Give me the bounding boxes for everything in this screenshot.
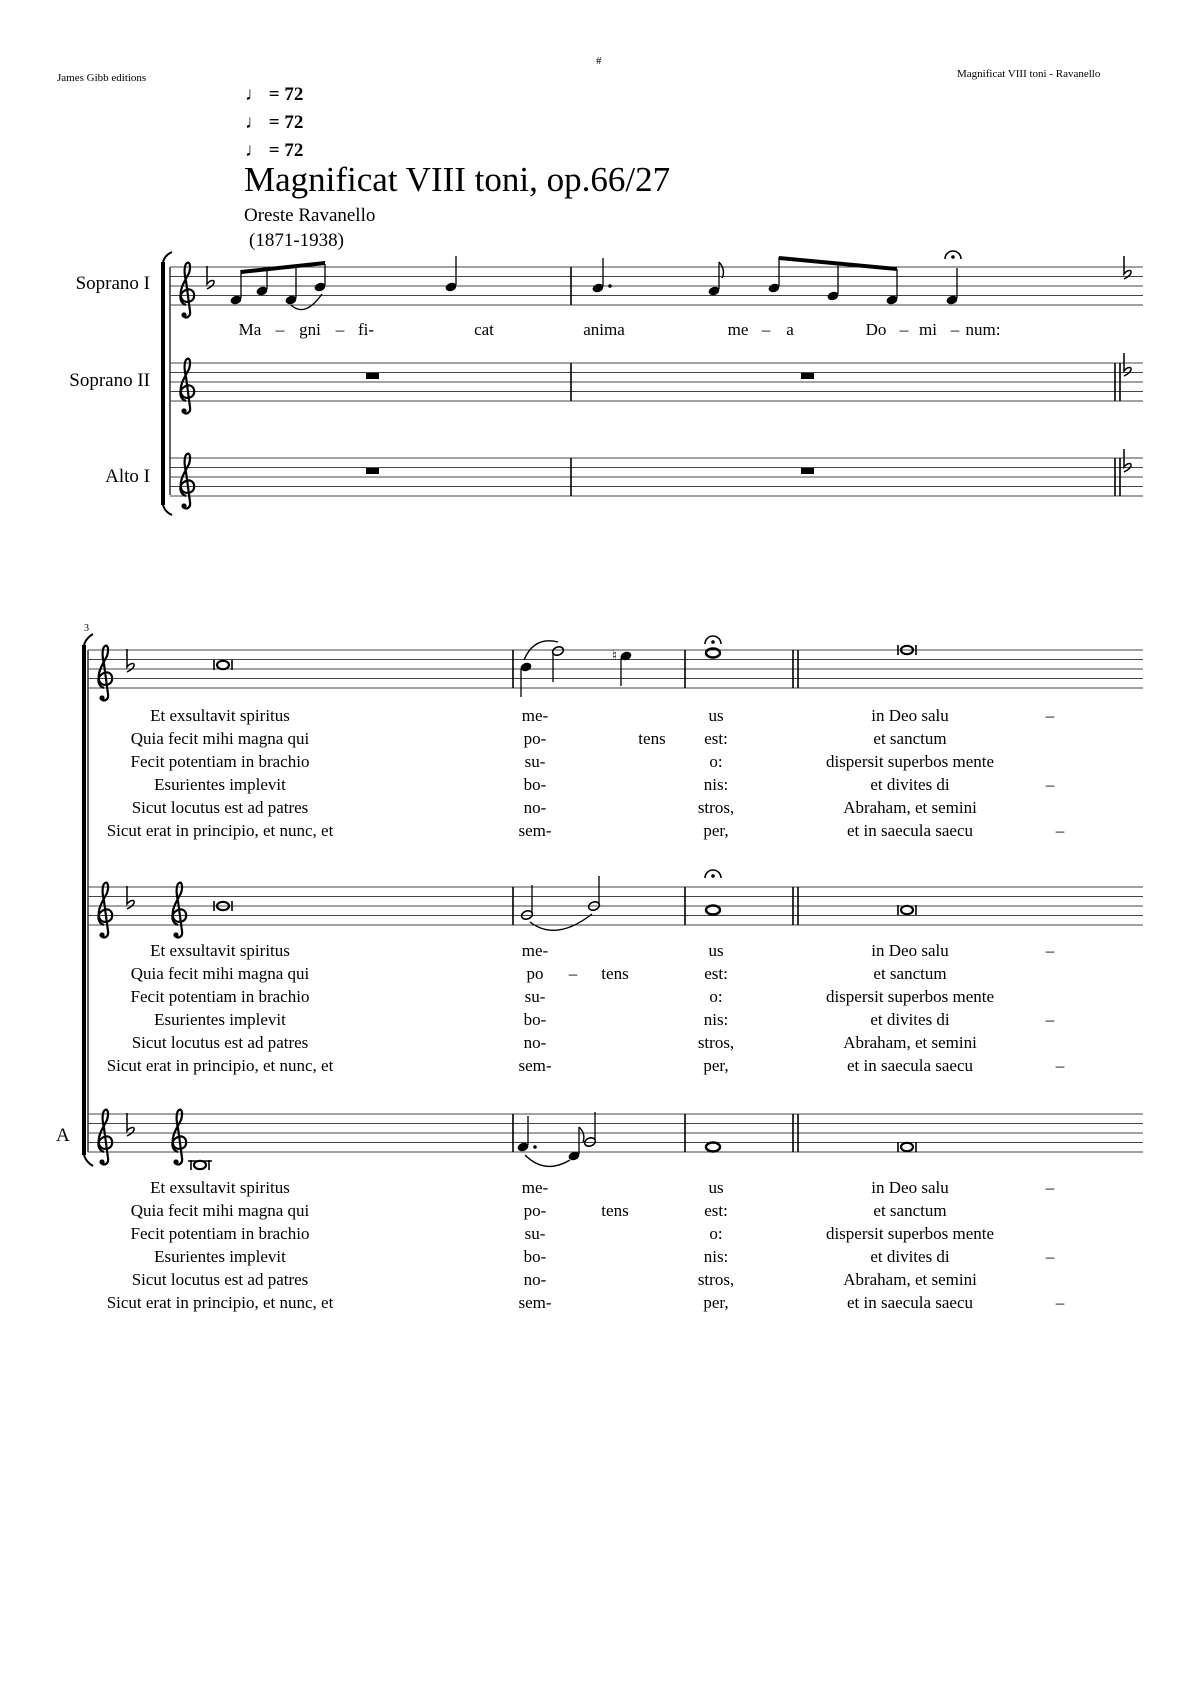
lyric-hyphen: – xyxy=(899,320,909,339)
verse-syllable: per, xyxy=(703,1293,729,1312)
verse-text: Sicut erat in principio, et nunc, et xyxy=(106,1293,334,1312)
lyric-syllable: me xyxy=(727,320,749,339)
staff-alto-1 xyxy=(170,449,1143,509)
quarter-note-icon: ♩ xyxy=(245,140,264,161)
verse-syllable: po xyxy=(526,964,544,983)
lyric-syllable: gni xyxy=(299,320,321,339)
verse-text: Fecit potentiam in brachio xyxy=(130,987,310,1006)
verse-syllable: us xyxy=(708,706,724,725)
lyric-syllable: a xyxy=(786,320,794,339)
verse-syllable: o: xyxy=(709,1224,723,1243)
verse-text: Sicut erat in principio, et nunc, et xyxy=(106,821,334,840)
verse-text: in Deo salu xyxy=(871,706,949,725)
staff-soprano-2 xyxy=(170,353,1143,414)
lyric-syllable: Do xyxy=(865,320,887,339)
fermata-icon xyxy=(705,636,721,644)
verse-text: dispersit superbos mente xyxy=(825,987,995,1006)
verse-syllable: est: xyxy=(704,964,728,983)
verse-syllable: o: xyxy=(709,987,723,1006)
header-publisher: James Gibb editions xyxy=(57,72,147,84)
verse-text: Esurientes implevit xyxy=(154,1247,286,1266)
verse-text: Quia fecit mihi magna qui xyxy=(130,964,310,983)
verse-text: et in saecula saecu xyxy=(846,821,974,840)
verse-syllable: per, xyxy=(703,1056,729,1075)
lyric-hyphen: – xyxy=(568,964,578,983)
natural-icon: ♮ xyxy=(612,648,618,664)
verse-syllable: po- xyxy=(523,1201,547,1220)
verse-text: in Deo salu xyxy=(871,1178,949,1197)
verse-text: Fecit potentiam in brachio xyxy=(130,752,310,771)
lyric-syllable: num: xyxy=(965,320,1001,339)
flat-icon xyxy=(1124,449,1131,472)
lyric-hyphen: – xyxy=(1045,1178,1055,1197)
verse-text: et sanctum xyxy=(873,1201,947,1220)
verse-syllable: su- xyxy=(524,752,546,771)
verse-syllable: me- xyxy=(521,706,549,725)
staff-soprano-2-system-2 xyxy=(88,870,1143,938)
verse-text: Sicut locutus est ad patres xyxy=(131,798,309,817)
lyric-hyphen: – xyxy=(335,320,345,339)
verse-syllable: sem- xyxy=(518,1056,552,1075)
system-1 xyxy=(161,251,1143,515)
verse-text: Et exsultavit spiritus xyxy=(150,706,290,725)
fermata-icon xyxy=(945,251,961,259)
lyric-hyphen: – xyxy=(1055,1293,1065,1312)
verse-text: in Deo salu xyxy=(871,941,949,960)
verse-syllable: o: xyxy=(709,752,723,771)
verse-syllable: me- xyxy=(521,1178,549,1197)
lyric-hyphen: – xyxy=(761,320,771,339)
verse-syllable: per, xyxy=(703,821,729,840)
quarter-note-icon: ♩ xyxy=(245,112,264,133)
verse-text: Sicut locutus est ad patres xyxy=(131,1033,309,1052)
verse-text: Et exsultavit spiritus xyxy=(150,941,290,960)
verse-text: et in saecula saecu xyxy=(846,1056,974,1075)
tempo-mark-3: ♩ = 72 xyxy=(245,140,304,161)
lyric-syllable: fi- xyxy=(357,320,375,339)
verse-text: Et exsultavit spiritus xyxy=(150,1178,290,1197)
staff-soprano-1 xyxy=(170,251,1143,318)
whole-rest-icon xyxy=(801,468,814,474)
lyric-hyphen: – xyxy=(275,320,285,339)
verse-text: Esurientes implevit xyxy=(154,775,286,794)
whole-rest-icon xyxy=(366,373,379,379)
lyric-hyphen: – xyxy=(1045,1010,1055,1029)
lyric-hyphen: – xyxy=(1055,1056,1065,1075)
fermata-icon xyxy=(705,870,721,878)
verse-syllable: nis: xyxy=(703,1247,729,1266)
part-name-soprano-1: Soprano I xyxy=(75,273,150,294)
treble-clef-icon xyxy=(180,454,194,509)
verse-syllable: us xyxy=(708,941,724,960)
verse-syllable: no- xyxy=(523,1033,547,1052)
treble-clef-icon xyxy=(172,883,186,938)
verse-text: et in saecula saecu xyxy=(846,1293,974,1312)
verse-syllable: nis: xyxy=(703,775,729,794)
tempo-mark-2: ♩ = 72 xyxy=(245,112,304,133)
verse-syllable: us xyxy=(708,1178,724,1197)
verse-syllable: sem- xyxy=(518,821,552,840)
lyric-syllable: Ma xyxy=(238,320,262,339)
page-title: Magnificat VIII toni, op.66/27 xyxy=(244,160,671,199)
verse-syllable: po- xyxy=(523,729,547,748)
verse-syllable: nis: xyxy=(703,1010,729,1029)
composer-dates: (1871-1938) xyxy=(249,230,344,251)
composer-name: Oreste Ravanello xyxy=(244,205,376,226)
verse-syllable: stros, xyxy=(697,798,735,817)
verse-text: Abraham, et semini xyxy=(843,1270,977,1289)
verse-syllable: no- xyxy=(523,1270,547,1289)
treble-clef-icon xyxy=(180,359,194,414)
verse-text: Quia fecit mihi magna qui xyxy=(130,729,310,748)
verse-syllable: su- xyxy=(524,1224,546,1243)
verse-text: Fecit potentiam in brachio xyxy=(130,1224,310,1243)
verse-syllable: stros, xyxy=(697,1270,735,1289)
verse-syllable: su- xyxy=(524,987,546,1006)
treble-clef-icon xyxy=(98,1110,112,1165)
measure-number: 3 xyxy=(84,623,89,634)
header-running-title: Magnificat VIII toni - Ravanello xyxy=(957,68,1101,80)
staff-soprano-1-system-2 xyxy=(88,636,1143,701)
verse-text: et divites di xyxy=(870,1247,950,1266)
verse-syllable: stros, xyxy=(697,1033,735,1052)
verse-text: Quia fecit mihi magna qui xyxy=(130,1201,310,1220)
treble-clef-icon xyxy=(172,1110,186,1165)
treble-clef-icon xyxy=(98,646,112,701)
verse-syllable: bo- xyxy=(523,775,547,794)
verse-text: et divites di xyxy=(870,1010,950,1029)
verse-text: et sanctum xyxy=(873,964,947,983)
quarter-note-icon: ♩ xyxy=(245,84,264,105)
verse-syllable: no- xyxy=(523,798,547,817)
lyric-hyphen: – xyxy=(1045,706,1055,725)
treble-clef-icon xyxy=(180,263,194,318)
verse-text: et sanctum xyxy=(873,729,947,748)
staff-alto-system-2 xyxy=(88,1110,1143,1170)
verse-text: Sicut erat in principio, et nunc, et xyxy=(106,1056,334,1075)
lyric-syllable: mi xyxy=(919,320,937,339)
verse-text: Esurientes implevit xyxy=(154,1010,286,1029)
lyric-syllable: anima xyxy=(583,320,625,339)
whole-rest-icon xyxy=(801,373,814,379)
lyric-hyphen: – xyxy=(950,320,960,339)
lyric-hyphen: – xyxy=(1055,821,1065,840)
treble-clef-icon xyxy=(98,883,112,938)
verse-text: Abraham, et semini xyxy=(843,798,977,817)
lyric-hyphen: – xyxy=(1045,1247,1055,1266)
verse-syllable: sem- xyxy=(518,1293,552,1312)
verse-syllable: est: xyxy=(704,729,728,748)
verse-text: Abraham, et semini xyxy=(843,1033,977,1052)
verse-syllable: est: xyxy=(704,1201,728,1220)
verse-text: dispersit superbos mente xyxy=(825,1224,995,1243)
verse-syllable: tens xyxy=(601,964,629,983)
verse-syllable: bo- xyxy=(523,1247,547,1266)
verse-syllable: tens xyxy=(638,729,666,748)
whole-rest-icon xyxy=(366,468,379,474)
lyric-hyphen: – xyxy=(1045,775,1055,794)
lyric-syllable: cat xyxy=(474,320,494,339)
verse-text: Sicut locutus est ad patres xyxy=(131,1270,309,1289)
verse-text: et divites di xyxy=(870,775,950,794)
verse-syllable: tens xyxy=(601,1201,629,1220)
verse-text: dispersit superbos mente xyxy=(825,752,995,771)
part-name-alto-1: Alto I xyxy=(105,466,150,487)
lyric-hyphen: – xyxy=(1045,941,1055,960)
part-name-soprano-2: Soprano II xyxy=(69,370,150,391)
part-name-alto-abbrev: A xyxy=(56,1125,70,1146)
verse-syllable: me- xyxy=(521,941,549,960)
header-page-marker: # xyxy=(596,55,602,67)
verse-syllable: bo- xyxy=(523,1010,547,1029)
tempo-mark-1: ♩ = 72 xyxy=(245,84,304,105)
